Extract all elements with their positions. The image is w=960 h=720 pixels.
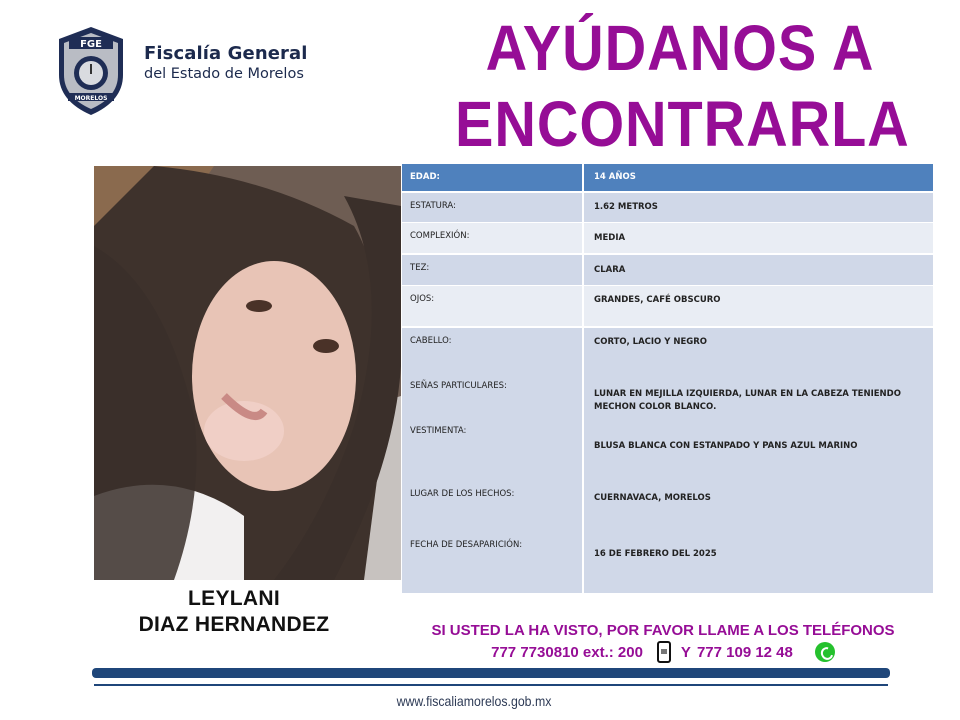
- height-label: ESTATURA:: [410, 201, 456, 211]
- marks-value: LUNAR EN MEJILLA IZQUIERDA, LUNAR EN LA CABEZA TENIENDO MECHON COLOR BLANCO.: [594, 389, 901, 412]
- svg-text:FGE: FGE: [80, 39, 102, 50]
- table-row-height: [402, 193, 933, 222]
- table-row-build: [402, 223, 933, 253]
- disappearance-date-label: FECHA DE DESAPARICIÓN:: [410, 540, 523, 550]
- headline-line-2: ENCONTRARLA: [455, 88, 910, 160]
- marks-label: SEÑAS PARTICULARES:: [410, 381, 507, 391]
- fge-badge-icon: [55, 25, 127, 117]
- table-row-extended: [402, 328, 933, 593]
- footer-bar-thin: [94, 684, 888, 686]
- height-value: 1.62 METROS: [594, 202, 658, 212]
- hair-value: CORTO, LACIO Y NEGRO: [594, 337, 708, 347]
- footer-bar-thick: [92, 668, 890, 678]
- contact-callout: [393, 620, 933, 663]
- person-name: [94, 586, 374, 638]
- eyes-label: OJOS:: [410, 294, 435, 304]
- contact-connector: Y: [680, 643, 691, 661]
- build-value: MEDIA: [594, 233, 626, 243]
- whatsapp-icon: [815, 642, 835, 662]
- clothing-value: BLUSA BLANCA CON ESTANPADO Y PANS AZUL MARINO: [594, 441, 858, 451]
- build-label: COMPLEXIÓN:: [410, 231, 470, 241]
- headline-line-1: AYÚDANOS A: [485, 12, 875, 84]
- clothing-label: VESTIMENTA:: [410, 426, 467, 436]
- missing-person-photo: [94, 166, 401, 580]
- table-row-age: [402, 164, 933, 191]
- svg-text:MORELOS: MORELOS: [74, 95, 108, 102]
- fge-logo: [55, 25, 325, 120]
- mobile-phone-icon: [657, 641, 671, 663]
- portrait-image: [94, 166, 401, 580]
- location-value: CUERNAVACA, MORELOS: [594, 493, 711, 503]
- contact-phone-2[interactable]: 777 109 12 48: [696, 643, 793, 661]
- location-label: LUGAR DE LOS HECHOS:: [410, 489, 515, 499]
- logo-title: Fiscalía General: [144, 43, 308, 64]
- contact-line-1: SI USTED LA HA VISTO, POR FAVOR LLAME A LOS TELÉFONOS: [431, 622, 895, 639]
- eyes-value: GRANDES, CAFÉ OBSCURO: [594, 295, 721, 305]
- age-value: 14 AÑOS: [594, 172, 636, 182]
- person-first-name: LEYLANI: [188, 587, 280, 610]
- person-last-names: DIAZ HERNANDEZ: [138, 613, 330, 636]
- website-link[interactable]: www.fiscaliamorelos.gob.mx: [396, 693, 552, 709]
- age-label: EDAD:: [410, 172, 440, 182]
- contact-phone-1[interactable]: 777 7730810 ext.: 200: [491, 643, 643, 661]
- disappearance-date-value: 16 DE FEBRERO DEL 2025: [594, 549, 717, 559]
- logo-subtitle: del Estado de Morelos: [144, 66, 304, 82]
- headline: [455, 10, 910, 162]
- table-row-complexion: [402, 255, 933, 285]
- complexion-value: CLARA: [594, 265, 626, 275]
- hair-label: CABELLO:: [410, 336, 452, 346]
- complexion-label: TEZ:: [410, 263, 430, 273]
- table-row-eyes: [402, 286, 933, 326]
